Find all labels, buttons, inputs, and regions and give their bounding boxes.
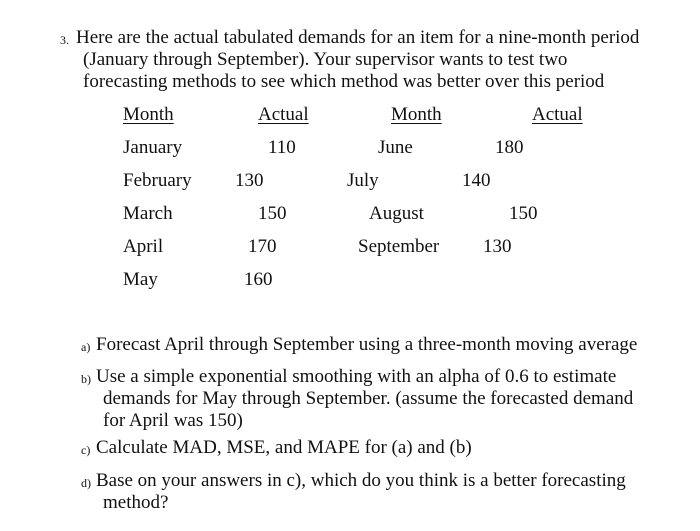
actual-september: 130 [483, 236, 512, 257]
header-month-left: Month [123, 104, 174, 125]
part-a-label: a) [81, 340, 91, 354]
part-d-line-2: method? [103, 492, 169, 513]
actual-january: 110 [268, 137, 296, 158]
actual-march: 150 [258, 203, 287, 224]
actual-june: 180 [495, 137, 524, 158]
month-august: August [369, 203, 424, 224]
question-number: 3. [60, 33, 69, 47]
month-may: May [123, 269, 158, 290]
header-actual-left: Actual [258, 104, 309, 125]
part-b-line-3: for April was 150) [103, 410, 243, 431]
actual-may: 160 [244, 269, 273, 290]
intro-line-3: forecasting methods to see which method was better over this period [83, 71, 605, 92]
actual-august: 150 [509, 203, 538, 224]
month-september: September [358, 236, 440, 257]
part-c-label: c) [81, 443, 91, 457]
month-june: June [378, 137, 413, 158]
month-february: February [123, 170, 192, 191]
intro-line-2: (January through September). Your supervisor wants to test two [83, 49, 568, 70]
part-b-label: b) [81, 372, 91, 386]
header-month-right: Month [391, 104, 442, 125]
month-march: March [123, 203, 173, 224]
actual-february: 130 [235, 170, 264, 191]
header-actual-right: Actual [532, 104, 583, 125]
part-a-line-1: Forecast April through September using a three-month moving average [96, 334, 638, 355]
actual-july: 140 [462, 170, 491, 191]
part-b-line-1: Use a simple exponential smoothing with an alpha of 0.6 to estimate [96, 366, 617, 387]
month-july: July [347, 170, 379, 191]
part-c-line-1: Calculate MAD, MSE, and MAPE for (a) and (b) [96, 437, 472, 458]
part-b-line-2: demands for May through September. (assume the forecasted demand [103, 388, 634, 409]
month-january: January [123, 137, 183, 158]
actual-april: 170 [248, 236, 277, 257]
intro-line-1: Here are the actual tabulated demands for an item for a nine-month period [76, 27, 640, 48]
part-d-line-1: Base on your answers in c), which do you think is a better forecasting [96, 470, 626, 491]
month-april: April [123, 236, 164, 257]
part-d-label: d) [81, 476, 91, 490]
